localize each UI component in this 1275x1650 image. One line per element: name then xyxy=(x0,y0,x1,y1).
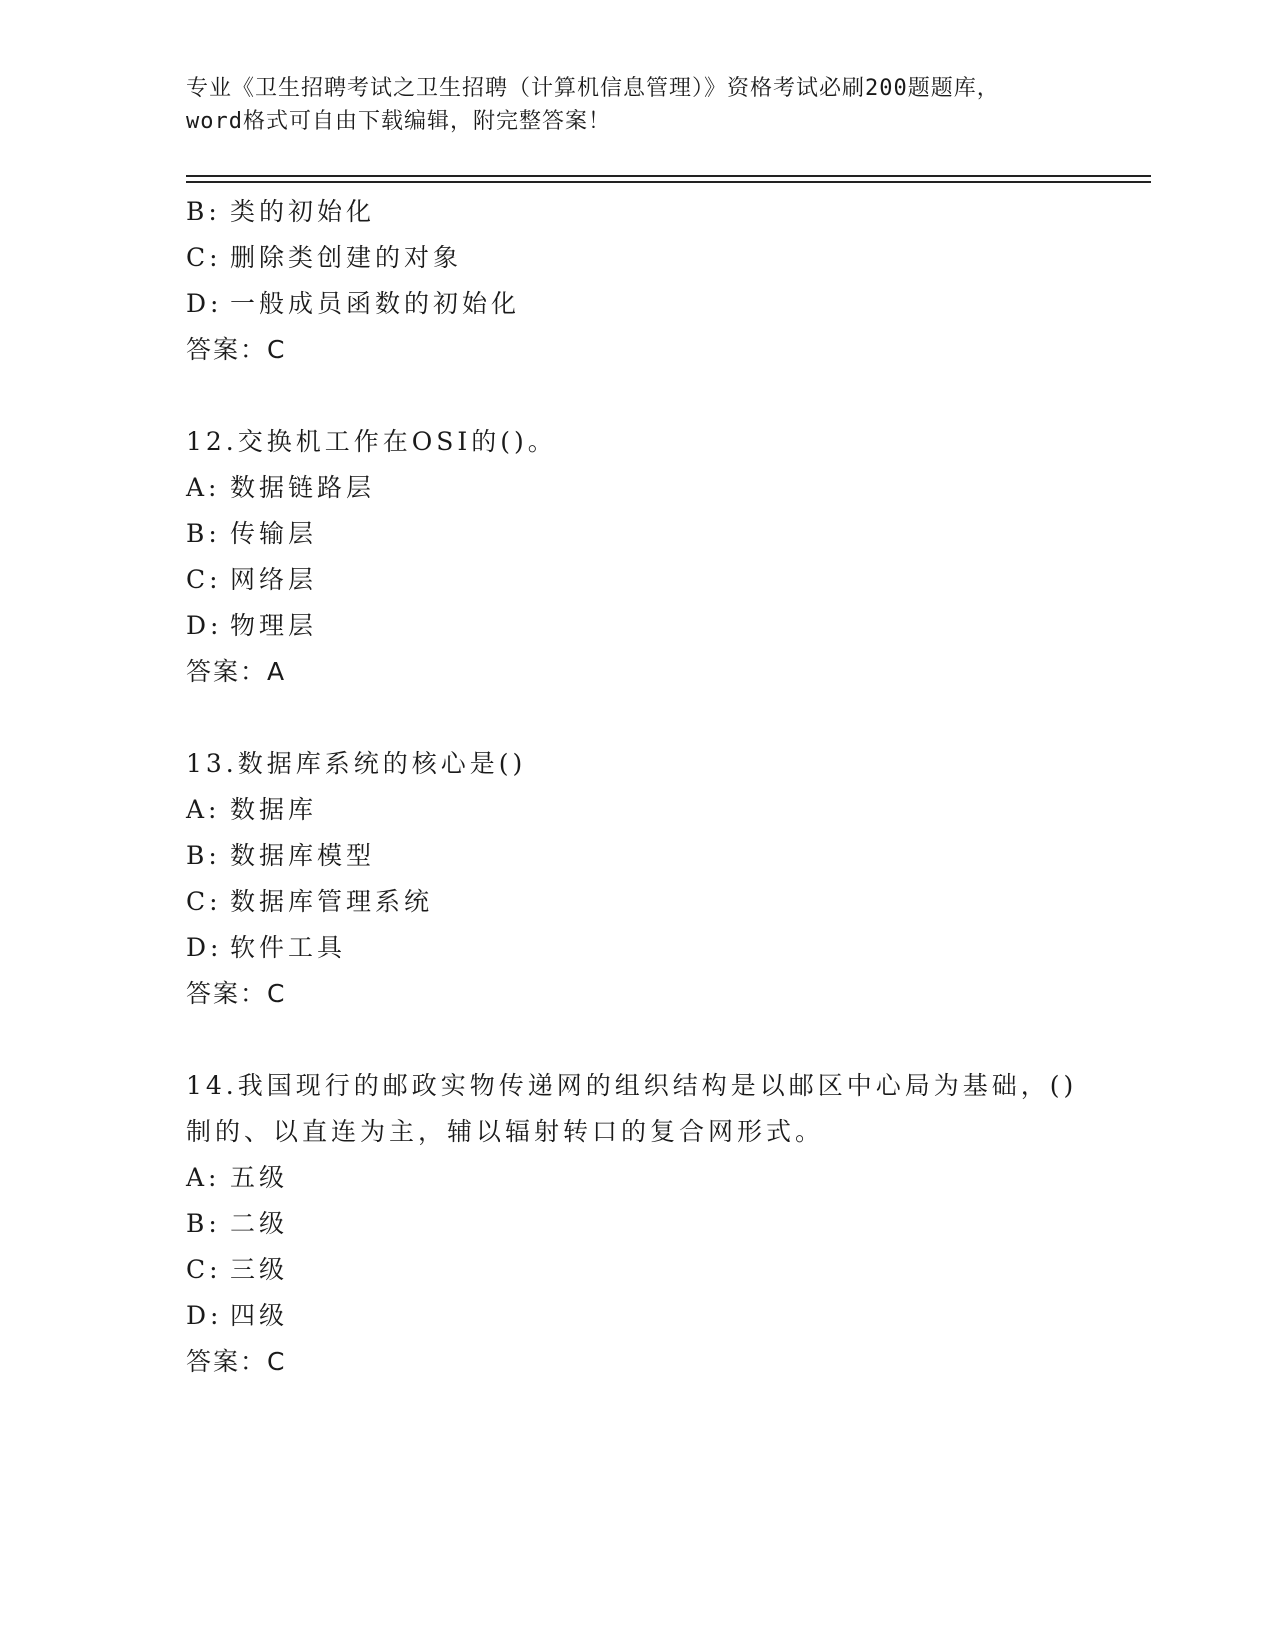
option-b xyxy=(186,1201,1146,1247)
option-text: 一般成员函数的初始化 xyxy=(230,289,521,318)
option-label: B: xyxy=(186,197,221,226)
document-header xyxy=(186,72,1086,138)
option-c xyxy=(186,1247,1146,1293)
option-label: D: xyxy=(186,611,223,640)
option-label: C: xyxy=(186,565,222,594)
header-line-2: word格式可自由下载编辑，附完整答案！ xyxy=(186,109,611,134)
spacer xyxy=(186,1017,1146,1063)
option-d xyxy=(186,603,1146,649)
question-13-text: 13.数据库系统的核心是() xyxy=(186,749,527,778)
option-text: 四级 xyxy=(230,1301,289,1330)
option-text: 五级 xyxy=(230,1163,289,1192)
question-14-text-line-1: 14.我国现行的邮政实物传递网的组织结构是以邮区中心局为基础，() xyxy=(186,1071,1078,1100)
answer: 答案：A xyxy=(186,657,287,686)
option-label: D: xyxy=(186,289,223,318)
option-b xyxy=(186,189,1146,235)
option-d xyxy=(186,281,1146,327)
option-text: 数据库模型 xyxy=(230,841,376,870)
answer: 答案：C xyxy=(186,335,287,364)
option-label: C: xyxy=(186,1255,222,1284)
option-b xyxy=(186,511,1146,557)
option-text: 物理层 xyxy=(230,611,318,640)
option-label: D: xyxy=(186,1301,223,1330)
spacer xyxy=(186,695,1146,741)
option-label: A: xyxy=(186,795,221,824)
option-text: 软件工具 xyxy=(230,933,347,962)
spacer xyxy=(186,373,1146,419)
question-list xyxy=(186,189,1146,1385)
header-divider-bottom xyxy=(186,181,1151,183)
option-text: 二级 xyxy=(230,1209,289,1238)
option-text: 三级 xyxy=(230,1255,289,1284)
header-divider-top xyxy=(186,175,1151,177)
option-a xyxy=(186,1155,1146,1201)
option-text: 删除类创建的对象 xyxy=(230,243,463,272)
option-b xyxy=(186,833,1146,879)
option-d xyxy=(186,1293,1146,1339)
option-label: D: xyxy=(186,933,223,962)
option-label: C: xyxy=(186,243,222,272)
question-14-text-line-2: 制的、以直连为主，辅以辐射转口的复合网形式。 xyxy=(186,1117,825,1146)
option-text: 传输层 xyxy=(230,519,318,548)
option-label: A: xyxy=(186,1163,221,1192)
answer: 答案：C xyxy=(186,979,287,1008)
option-a xyxy=(186,787,1146,833)
option-label: B: xyxy=(186,841,221,870)
option-text: 数据库 xyxy=(230,795,318,824)
question-12-text: 12.交换机工作在OSI的()。 xyxy=(186,427,557,456)
option-a xyxy=(186,465,1146,511)
option-text: 类的初始化 xyxy=(230,197,376,226)
option-c xyxy=(186,879,1146,925)
option-label: B: xyxy=(186,1209,221,1238)
option-c xyxy=(186,235,1146,281)
option-text: 数据链路层 xyxy=(230,473,376,502)
option-label: B: xyxy=(186,519,221,548)
answer: 答案：C xyxy=(186,1347,287,1376)
option-label: A: xyxy=(186,473,221,502)
option-label: C: xyxy=(186,887,222,916)
option-text: 数据库管理系统 xyxy=(230,887,434,916)
option-d xyxy=(186,925,1146,971)
header-line-1: 专业《卫生招聘考试之卫生招聘（计算机信息管理）》资格考试必刷200题题库， xyxy=(186,76,1000,101)
option-text: 网络层 xyxy=(230,565,318,594)
option-c xyxy=(186,557,1146,603)
